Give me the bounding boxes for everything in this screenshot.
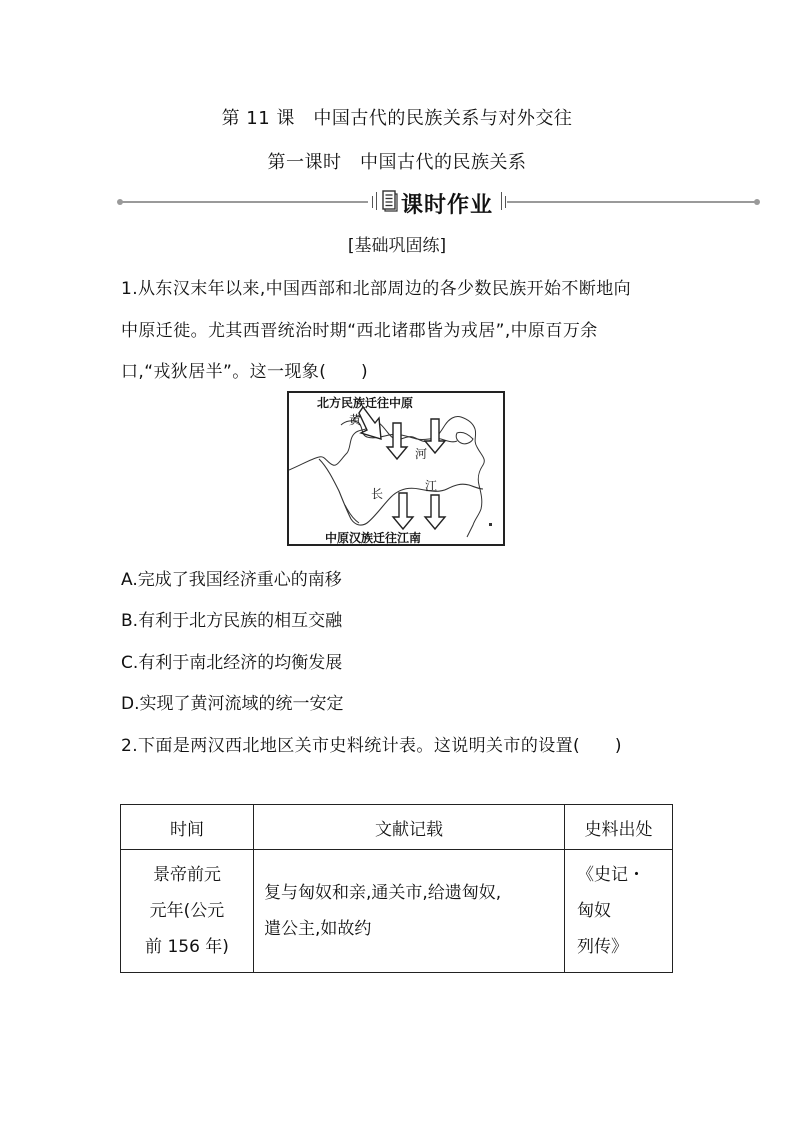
arrow-north-2: [425, 419, 445, 453]
banner-tick: [372, 196, 373, 208]
banner-line-left: [120, 201, 368, 203]
lesson-title: 第 11 课 中国古代的民族关系与对外交往: [221, 108, 573, 129]
cell-line: 前 156 年): [145, 937, 229, 957]
q1-option-d: D.实现了黄河流域的统一安定: [121, 694, 344, 714]
q1-option-a: A.完成了我国经济重心的南移: [121, 570, 342, 590]
arrow-south-2: [425, 495, 445, 529]
banner-tick: [376, 192, 377, 210]
map-label-huang: 黄: [349, 413, 362, 427]
q2-stem: 2.下面是两汉西北地区关市史料统计表。这说明关市的设置( ): [121, 736, 622, 756]
banner-tick: [505, 196, 506, 208]
banner-dot-right: [754, 199, 760, 205]
cell-line: 列传》: [577, 937, 628, 957]
banner-line-right: [507, 201, 757, 203]
map-label-jiang: 江: [425, 479, 438, 493]
cell-record: [254, 850, 565, 973]
cell-line: 景帝前元: [153, 865, 221, 885]
col-header-time: 时间: [121, 805, 254, 850]
arrow-north-1: [387, 423, 407, 459]
col-header-record: 文献记载: [254, 805, 565, 850]
q1-line-2: 中原迁徙。尤其西晋统治时期“西北诸郡皆为戎居”,中原百万余: [121, 321, 598, 341]
guanshi-table: [120, 804, 673, 973]
cell-time: [121, 850, 254, 973]
map-top-label: 北方民族迁往中原: [317, 396, 414, 410]
cell-line: 遣公主,如故约: [264, 919, 372, 939]
q1-line-3: 口,“戎狄居半”。这一现象( ): [121, 362, 369, 382]
banner-center: [368, 186, 507, 216]
map-label-he: 河: [415, 447, 428, 461]
table-row: [121, 850, 673, 973]
q1-line-1: 1.从东汉末年以来,中国西部和北部周边的各少数民族开始不断地向: [121, 279, 632, 299]
migration-map: [287, 391, 505, 546]
q1-option-c: C.有利于南北经济的均衡发展: [121, 653, 343, 673]
migration-arrows: [289, 393, 503, 544]
q1-option-b: B.有利于北方民族的相互交融: [121, 611, 343, 631]
col-header-source: 史料出处: [565, 805, 673, 850]
section-label: [基础巩固练]: [347, 236, 447, 256]
table-header-row: [121, 805, 673, 850]
notebook-icon: [382, 190, 398, 212]
cell-source: [565, 850, 673, 973]
banner-title: 课时作业: [401, 193, 494, 218]
map-label-chang: 长: [371, 487, 384, 501]
map-bottom-label: 中原汉族迁往江南: [325, 531, 422, 545]
arrow-south-1: [393, 493, 413, 529]
cell-line: 元年(公元: [149, 901, 225, 921]
arrow-diagonal: [359, 407, 381, 439]
cell-line: 《史记・匈奴: [577, 865, 645, 921]
cell-line: 复与匈奴和亲,通关市,给遗匈奴,: [264, 883, 502, 903]
banner-tick: [501, 192, 502, 210]
lesson-subtitle: 第一课时 中国古代的民族关系: [267, 152, 527, 173]
